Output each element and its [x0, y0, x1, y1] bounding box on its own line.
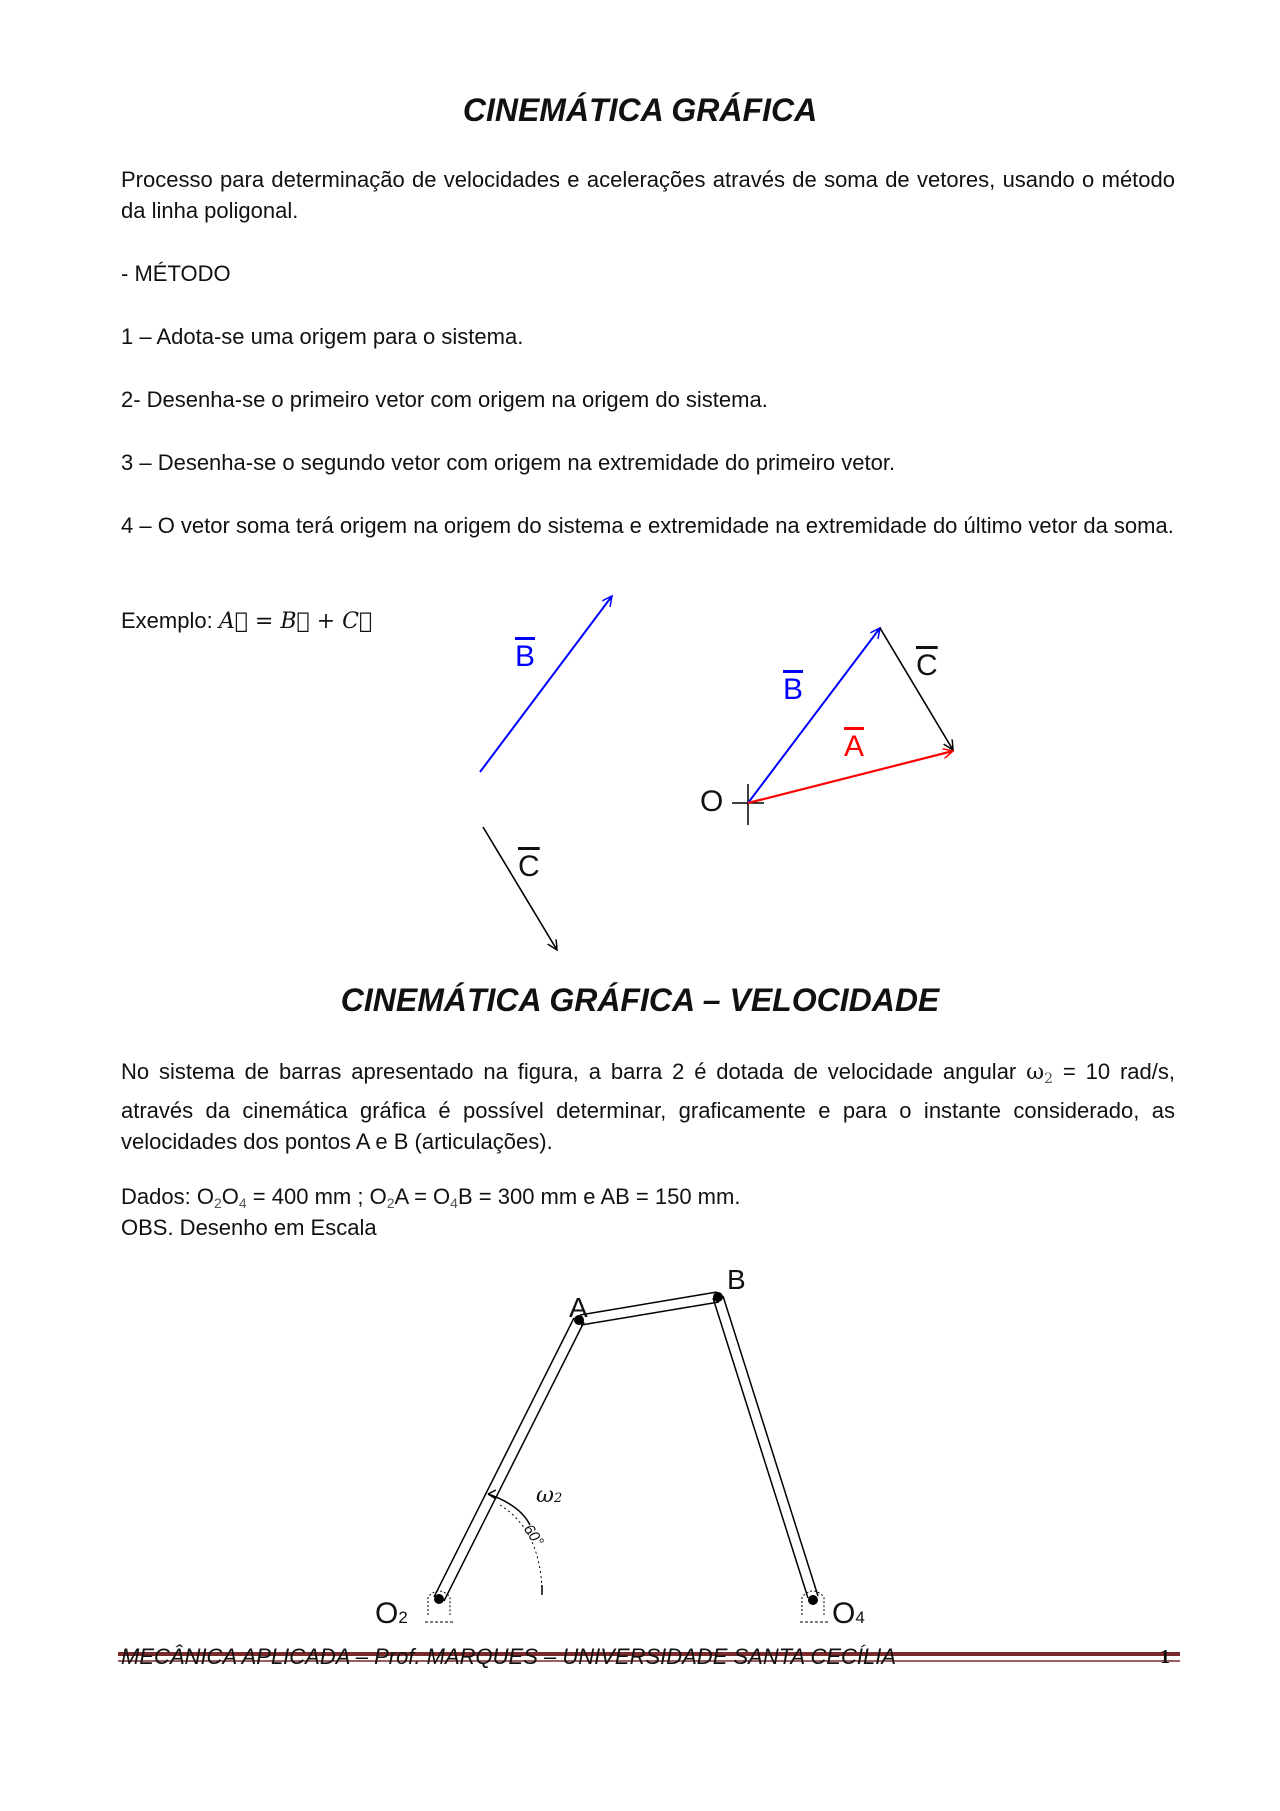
label-b-standalone: $\overline{B}$	[515, 640, 536, 673]
label-angle: 60°	[519, 1521, 547, 1550]
step-3: 3 – Desenha-se o segundo vetor com origem na extremidade do primeiro vetor.	[121, 450, 896, 475]
label-joint-b: B	[727, 1264, 746, 1295]
obs-line: OBS. Desenho em Escala	[121, 1215, 377, 1240]
o2-sub: 2	[398, 1608, 408, 1627]
section-title-velocidade: CINEMÁTICA GRÁFICA – VELOCIDADE	[340, 982, 940, 1018]
page-title: CINEMÁTICA GRÁFICA	[462, 92, 818, 128]
dados-sym: O	[369, 1184, 387, 1209]
step-4: 4 – O vetor soma terá origem na origem do sistema e extremidade na extremidade do último vetor da soma.	[121, 513, 1174, 538]
label-c-sum: $\overline{C}$	[916, 649, 938, 682]
example-label: Exemplo:	[121, 608, 213, 633]
dados-text: = 400 mm ;	[246, 1184, 370, 1209]
vector-b-sum	[748, 628, 880, 803]
dados-sym: O	[221, 1184, 239, 1209]
vector-b-standalone	[480, 596, 612, 772]
problem-paragraph	[121, 1056, 1175, 1157]
dados-sym: B	[457, 1184, 473, 1209]
omega-letter: ω	[536, 1483, 554, 1508]
label-a-sum: $\overline{A}$	[844, 730, 865, 763]
page-number: 1	[1160, 1646, 1170, 1668]
vector-c-standalone	[483, 827, 557, 950]
dados-sub: 2	[213, 1195, 222, 1211]
footer-text: MECÂNICA APLICADA – Prof. MARQUES – UNIVERSIDADE SANTA CECÍLIA	[121, 1644, 897, 1669]
label-o4	[832, 1597, 865, 1631]
dados-sym: O	[433, 1184, 451, 1209]
dados-text: =	[407, 1184, 434, 1209]
label-origin: O	[700, 785, 724, 818]
vector-c-sum	[880, 628, 953, 750]
mechanism-diagram	[425, 1292, 828, 1622]
omega: ω	[1026, 1060, 1045, 1085]
step-2: 2- Desenha-se o primeiro vetor com origem na origem do sistema.	[121, 387, 768, 412]
label-omega2	[536, 1483, 562, 1508]
o4-sub: 4	[855, 1608, 865, 1627]
dados-sym: O	[196, 1184, 214, 1209]
label-b-sum: $\overline{B}$	[783, 673, 804, 706]
o4-letter: O	[832, 1597, 856, 1630]
method-heading: - MÉTODO	[121, 261, 231, 286]
label-o2	[375, 1597, 408, 1631]
dados-sym: A	[394, 1184, 408, 1209]
o2-letter: O	[375, 1597, 399, 1630]
omega-sub: 2	[1044, 1071, 1054, 1087]
label-c-standalone: $\overline{C}$	[518, 850, 540, 883]
omega-symbol	[1026, 1060, 1053, 1085]
pivot-o4	[808, 1595, 818, 1605]
dados-sub: 4	[450, 1195, 458, 1211]
joint-b	[713, 1292, 723, 1302]
problem-text-2: = 10 rad/s, através da cinemática gráfica é possível determinar, graficamente e para o instante considerado, as velocidades dos pontos A e B (articulações).	[121, 1059, 1175, 1154]
omega-sub: 2	[553, 1491, 563, 1506]
dados-sub: 4	[238, 1195, 247, 1211]
dados-label: Dados:	[121, 1184, 191, 1209]
pivot-o2	[434, 1594, 444, 1604]
dados-sub: 2	[386, 1195, 395, 1211]
intro-paragraph: Processo para determinação de velocidades e acelerações através de soma de vetores, usando o método da linha poligonal.	[121, 167, 1175, 223]
problem-text-1: No sistema de barras apresentado na figura, a barra 2 é dotada de velocidade angular	[121, 1059, 1017, 1084]
example-formula: A⃗ = B⃗ + C⃗	[218, 609, 373, 634]
label-joint-a: A	[569, 1292, 588, 1323]
step-1: 1 – Adota-se uma origem para o sistema.	[121, 324, 524, 349]
dados-text: = 300 mm e AB = 150 mm.	[472, 1184, 741, 1209]
